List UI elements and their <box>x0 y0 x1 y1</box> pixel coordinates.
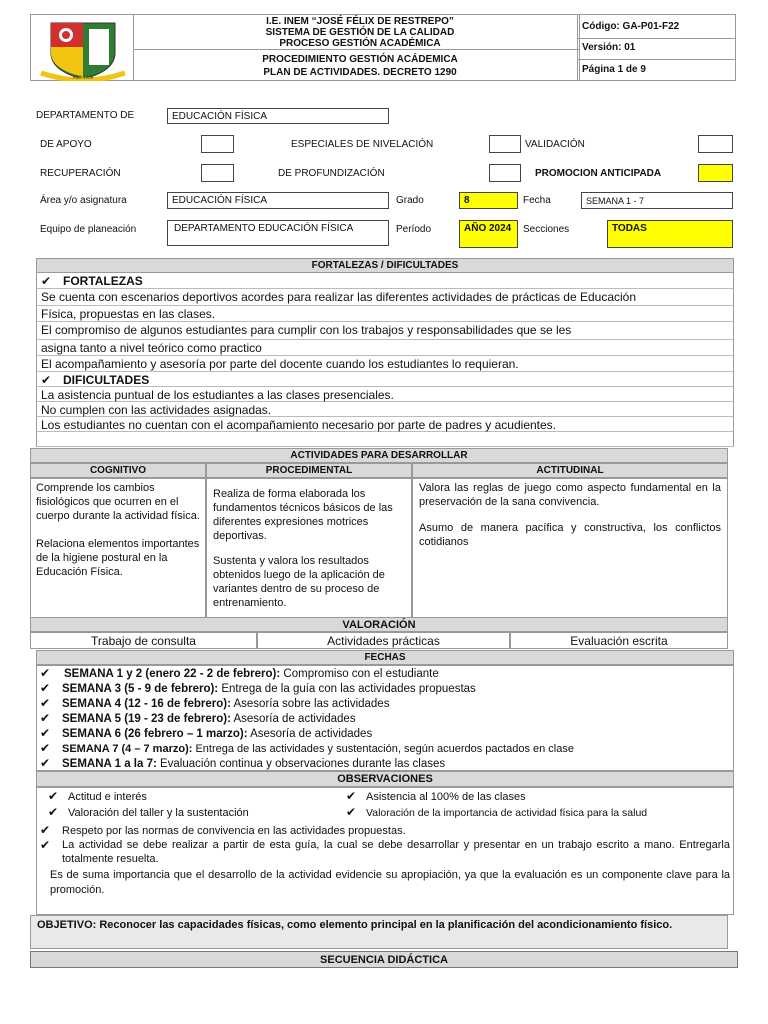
support-checkbox[interactable] <box>201 135 234 153</box>
check-icon: ✔ <box>346 805 357 819</box>
attitudinal-text-1: Valora las reglas de juego como aspecto fundamental en la preservación de la sana convivencia. <box>419 482 721 508</box>
period-field[interactable]: AÑO 2024 <box>459 220 518 248</box>
cognitive-header: COGNITIVO <box>30 463 206 478</box>
early-promotion-label: PROMOCION ANTICIPADA <box>535 168 662 179</box>
svg-text:AÑO 1969: AÑO 1969 <box>72 75 94 80</box>
difficulty-line: Los estudiantes no cuentan con el acompañamiento necesario por parte de padres y acudientes. <box>36 417 734 432</box>
validation-checkbox[interactable] <box>698 135 733 153</box>
subject-label: Área y/o asignatura <box>40 195 127 206</box>
sections-label: Secciones <box>523 224 570 235</box>
valuation-item: Evaluación escrita <box>510 632 728 649</box>
strength-line: Se cuenta con escenarios deportivos acordes para realizar las diferentes actividades de prácticas de Educación <box>36 289 734 306</box>
check-icon: ✔ <box>40 756 51 770</box>
org-name: I.E. INEM “JOSÉ FÉLIX DE RESTREPO” <box>266 16 454 27</box>
attitudinal-header: ACTITUDINAL <box>412 463 728 478</box>
logo-cell <box>30 14 134 81</box>
check-icon: ✔ <box>40 711 51 725</box>
obs-item-1: ✔ Respeto por las normas de convivencia en las actividades propuestas. <box>40 823 406 837</box>
strength-line: El acompañamiento y asesoría por parte del docente cuando los estudiantes lo requieran. <box>36 356 734 372</box>
date-item: ✔ SEMANA 7 (4 – 7 marzo): Entrega de las actividades y sustentación, según acuerdos pactados en clase <box>40 741 574 755</box>
difficulty-line: No cumplen con las actividades asignadas. <box>36 402 734 417</box>
strengths-subheading: ✔ FORTALEZAS <box>36 273 734 289</box>
check-icon: ✔ <box>40 838 51 852</box>
obs-left-1: ✔ Actitud e interés <box>48 789 147 803</box>
deepening-label: DE PROFUNDIZACIÓN <box>278 168 385 179</box>
observations-title: OBSERVACIONES <box>36 771 734 787</box>
blank-line <box>36 432 734 447</box>
date-field[interactable]: SEMANA 1 - 7 <box>581 192 733 209</box>
check-icon: ✔ <box>40 666 51 680</box>
date-label: Fecha <box>523 195 551 206</box>
recovery-label: RECUPERACIÓN <box>40 168 121 179</box>
check-icon: ✔ <box>40 741 51 755</box>
dates-title: FECHAS <box>36 650 734 665</box>
objective-label: OBJETIVO: <box>37 919 97 931</box>
strength-line: El compromiso de algunos estudiantes para cumplir con los trabajos y responsabilidades que se les <box>36 322 734 340</box>
obs-item-2: ✔ La actividad se debe realizar a partir de esta guía, la cual se debe desarrollar y presentar en un trabajo escrito a mano. Entregarla totalmente resuelta. <box>40 838 730 865</box>
academic-process: PROCESO GESTIÓN ACADÉMICA <box>279 38 441 49</box>
valuation-title: VALORACIÓN <box>30 617 728 632</box>
department-label: DEPARTAMENTO DE <box>36 110 135 121</box>
attitudinal-cell <box>412 478 728 618</box>
activities-title: ACTIVIDADES PARA DESARROLLAR <box>30 448 728 463</box>
recovery-checkbox[interactable] <box>201 164 234 182</box>
procedure-title: PROCEDIMIENTO GESTIÓN ACÁDEMICA <box>262 54 458 65</box>
difficulty-line: La asistencia puntual de los estudiantes a las clases presenciales. <box>36 387 734 402</box>
doc-version: Versión: 01 <box>582 42 636 53</box>
team-label: Equipo de planeación <box>40 224 137 235</box>
obs-right-1: ✔ Asistencia al 100% de las clases <box>346 789 526 803</box>
check-icon: ✔ <box>41 274 52 288</box>
grade-field[interactable]: 8 <box>459 192 518 209</box>
procedural-header: PROCEDIMENTAL <box>206 463 412 478</box>
school-shield-logo <box>33 17 133 81</box>
check-icon: ✔ <box>48 789 59 803</box>
validation-label: VALIDACIÓN <box>525 139 585 150</box>
grade-label: Grado <box>396 195 424 206</box>
support-label: DE APOYO <box>40 139 92 150</box>
date-item: ✔ SEMANA 4 (12 - 16 de febrero): Asesoría sobre las actividades <box>40 696 390 710</box>
cognitive-cell <box>30 478 206 618</box>
objective-text: Reconocer las capacidades físicas, como elemento principal en la planificación del acondicionamiento físico. <box>96 919 673 931</box>
strengths-title: FORTALEZAS / DIFICULTADES <box>36 258 734 273</box>
quality-system: SISTEMA DE GESTIÓN DE LA CALIDAD <box>265 27 455 38</box>
date-item: ✔ SEMANA 6 (26 febrero – 1 marzo): Asesoría de actividades <box>40 726 373 740</box>
doc-page: Página 1 de 9 <box>582 64 646 75</box>
obs-left-2: ✔ Valoración del taller y la sustentación <box>48 805 249 819</box>
valuation-item: Trabajo de consulta <box>30 632 257 649</box>
leveling-checkbox[interactable] <box>489 135 521 153</box>
period-label: Período <box>396 224 432 235</box>
objective-box <box>30 915 728 949</box>
obs-right-2: ✔ Valoración de la importancia de actividad física para la salud <box>346 805 648 819</box>
valuation-item: Actividades prácticas <box>257 632 510 649</box>
cognitive-text-1: Comprende los cambios fisiológicos que ocurren en el cuerpo durante la actividad física. <box>36 482 200 522</box>
leveling-label: ESPECIALES DE NIVELACIÓN <box>291 139 434 150</box>
date-item: ✔ SEMANA 5 (19 - 23 de febrero): Asesoría de actividades <box>40 711 356 725</box>
strength-line: Física, propuestas en las clases. <box>36 306 734 322</box>
team-field[interactable]: DEPARTAMENTO EDUCACIÓN FÍSICA <box>167 220 389 246</box>
obs-item-3: Es de suma importancia que el desarrollo de la actividad evidencie su apropiación, ya que la evaluación es un componente clave para la promoción. <box>50 869 730 896</box>
deepening-checkbox[interactable] <box>489 164 521 182</box>
check-icon: ✔ <box>346 789 357 803</box>
early-promotion-checkbox[interactable] <box>698 164 733 182</box>
date-item: ✔ SEMANA 3 (5 - 9 de febrero): Entrega de la guía con las actividades propuestas <box>40 681 476 695</box>
check-icon: ✔ <box>40 696 51 710</box>
check-icon: ✔ <box>40 726 51 740</box>
sequence-title: SECUENCIA DIDÁCTICA <box>30 951 738 968</box>
procedural-text-2: Sustenta y valora los resultados obtenidos luego de la aplicación de variantes dentro de su proceso de entrenamiento. <box>213 555 385 609</box>
procedural-cell <box>206 478 412 618</box>
check-icon: ✔ <box>41 373 52 387</box>
procedural-text-1: Realiza de forma elaborada los fundamentos técnicos básicos de las diferentes expresiones motrices deportivas. <box>213 488 393 542</box>
subject-field[interactable]: EDUCACIÓN FÍSICA <box>167 192 389 209</box>
date-item: ✔ SEMANA 1 y 2 (enero 22 - 2 de febrero): Compromiso con el estudiante <box>40 666 439 680</box>
doc-code: Código: GA-P01-F22 <box>582 21 680 32</box>
sections-field[interactable]: TODAS <box>607 220 733 248</box>
difficulties-subheading: ✔ DIFICULTADES <box>36 372 734 387</box>
check-icon: ✔ <box>40 823 51 837</box>
attitudinal-text-2: Asumo de manera pacífica y constructiva, los conflictos cotidianos <box>419 522 721 548</box>
department-field[interactable]: EDUCACIÓN FÍSICA <box>167 108 389 124</box>
plan-title: PLAN DE ACTIVIDADES. DECRETO 1290 <box>263 67 457 78</box>
check-icon: ✔ <box>40 681 51 695</box>
cognitive-text-2: Relaciona elementos importantes de la higiene postural en la Educación Física. <box>36 538 200 578</box>
date-item: ✔ SEMANA 1 a la 7: Evaluación continua y observaciones durante las clases <box>40 756 446 770</box>
strength-line: asigna tanto a nivel teórico como practico <box>36 340 734 356</box>
check-icon: ✔ <box>48 805 59 819</box>
